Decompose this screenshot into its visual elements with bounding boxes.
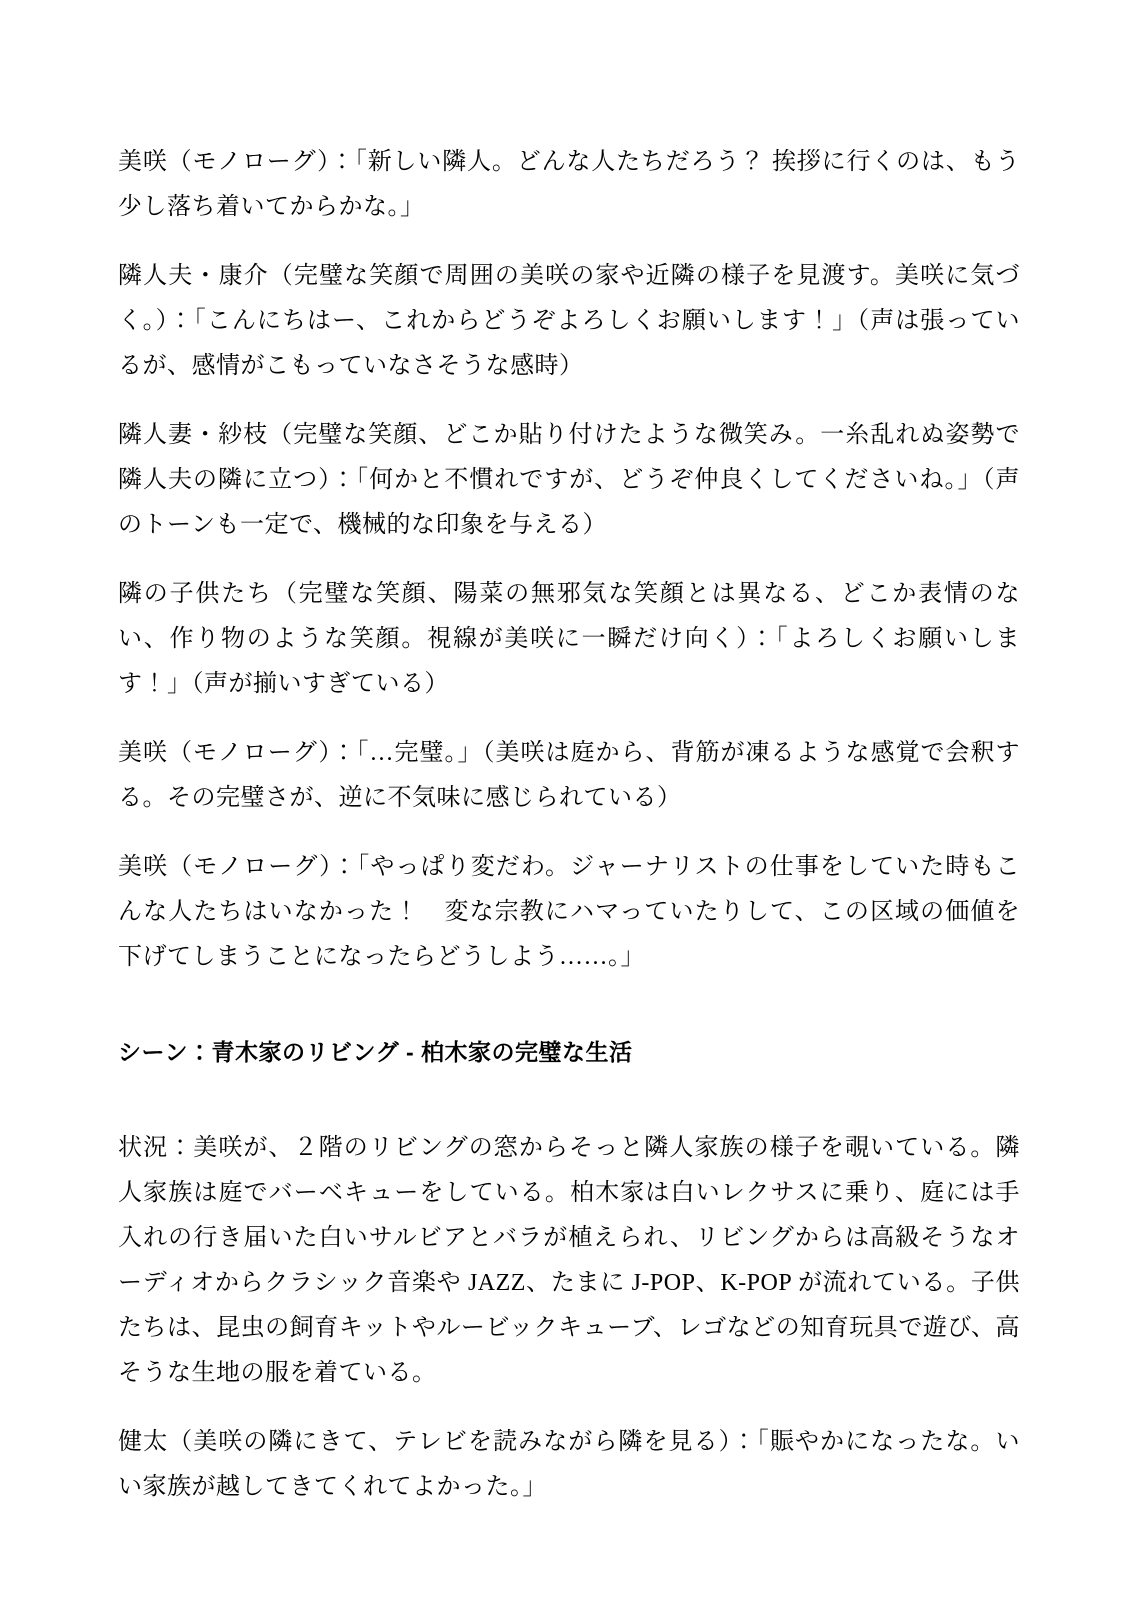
scene-heading: シーン：青木家のリビング - 柏木家の完璧な生活 bbox=[118, 1039, 633, 1065]
dialogue-misaki-monologue-2: 美咲（モノローグ）：「…完璧。」（美咲は庭から、背筋が凍るような感覚で会釈する。その完璧さが、逆に不気味に感じられている） bbox=[118, 740, 1020, 811]
dialogue-misaki-monologue-3: 美咲（モノローグ）：「やっぱり変だわ。ジャーナリストの仕事をしていた時もこんな人たちはいなかった！ 変な宗教にハマっていたりして、この区域の価値を下げてしまうことになったらどうしよう……。」 bbox=[118, 854, 1020, 970]
dialogue-neighbor-wife-sae: 隣人妻・紗枝（完璧な笑顔、どこか貼り付けたような微笑み。一糸乱れぬ姿勢で隣人夫の隣に立つ）：「何かと不慣れですが、どうぞ仲良くしてくださいね。」（声のトーンも一定で、機械的な印象を与える） bbox=[118, 422, 1020, 538]
dialogue-misaki-monologue-1: 美咲（モノローグ）：「新しい隣人。どんな人たちだろう？ 挨拶に行くのは、もう少し落ち着いてからかな。」 bbox=[118, 149, 1020, 220]
dialogue-neighbor-children: 隣の子供たち（完璧な笑顔、陽菜の無邪気な笑顔とは異なる、どこか表情のない、作り物のような笑顔。視線が美咲に一瞬だけ向く）：「よろしくお願いします！」（声が揃いすぎている） bbox=[118, 581, 1020, 697]
dialogue-kenta: 健太（美咲の隣にきて、テレビを読みながら隣を見る）：「賑やかになったな。いい家族が越してきてくれてよかった。」 bbox=[118, 1429, 1020, 1500]
dialogue-neighbor-husband-kousuke: 隣人夫・康介（完璧な笑顔で周囲の美咲の家や近隣の様子を見渡す。美咲に気づく。）：「こんにちはー、これからどうぞよろしくお願いします！」（声は張っているが、感情がこもっていなさそうな感時） bbox=[118, 263, 1020, 379]
situation-description: 状況：美咲が、２階のリビングの窓からそっと隣人家族の様子を覗いている。隣人家族は庭でバーベキューをしている。柏木家は白いレクサスに乗り、庭には手入れの行き届いた白いサルビアとバラが植えられ、リビングからは高級そうなオーディオからクラシック音楽や JAZZ、たまに J-POP、K-POP が流れている。子供たちは、昆虫の飼育キットやルービックキューブ、レゴなどの知育玩具で遊び、高そうな生地の服を着ている。 bbox=[118, 1135, 1020, 1386]
